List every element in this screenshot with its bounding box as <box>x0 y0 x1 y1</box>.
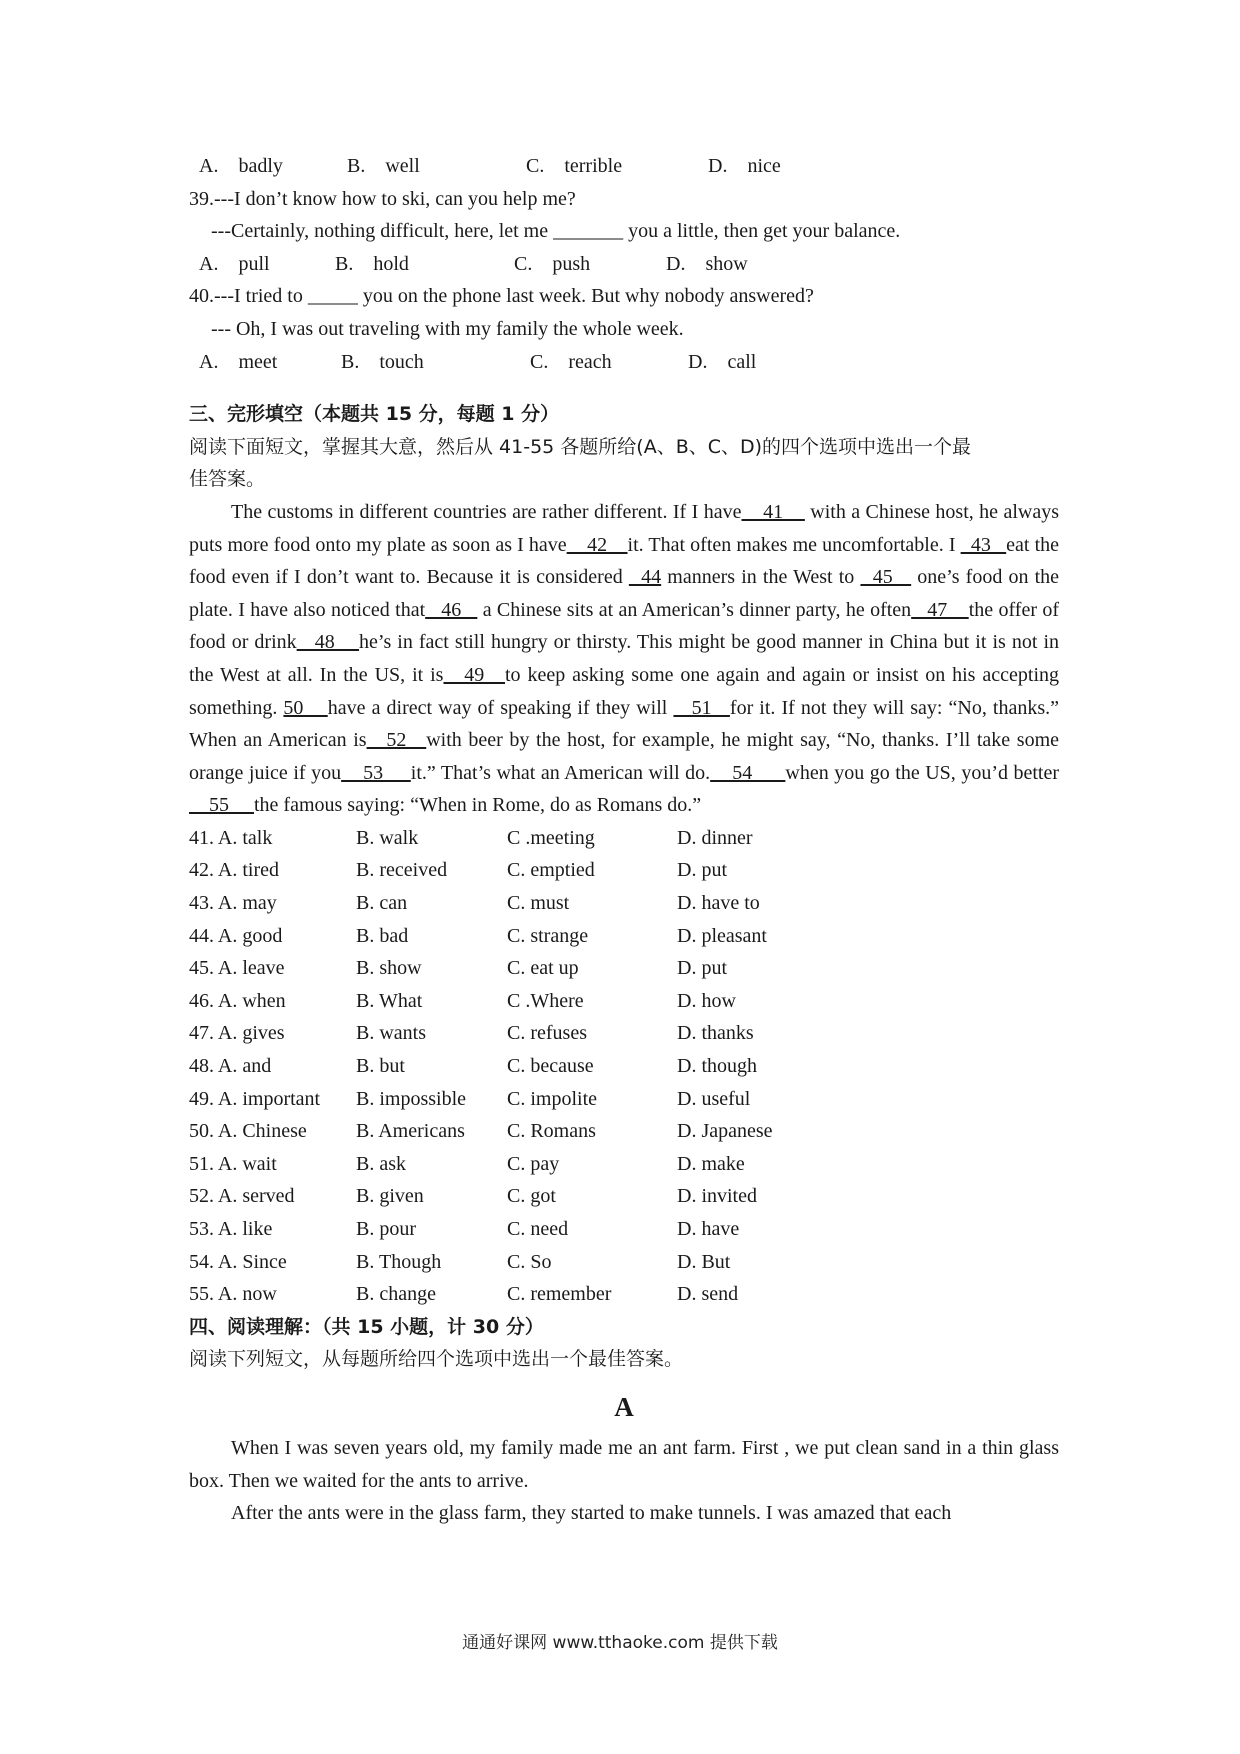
q40-option-d: D. call <box>688 350 757 373</box>
passage-a-label: A <box>614 1391 634 1422</box>
cloze-option-a: 43. A. may <box>189 892 277 915</box>
cloze-option-c: C. emptied <box>507 859 595 882</box>
cloze-text: manners in the West to <box>661 566 861 589</box>
cloze-option-a: 42. A. tired <box>189 859 279 882</box>
cloze-option-a: 49. A. important <box>189 1087 321 1110</box>
q39-options <box>189 248 1059 281</box>
cloze-blank: 53 <box>341 761 411 784</box>
cloze-option-c: C. Romans <box>507 1120 596 1143</box>
q39-option-c: C. push <box>514 252 591 275</box>
q40-options <box>189 346 1059 379</box>
cloze-option-c: C. eat up <box>507 957 579 980</box>
section3-title: 三、完形填空（本题共 15 分，每题 1 分） <box>189 403 560 426</box>
cloze-text: to keep asking some one again and again or insist on his accepting something. <box>189 663 1060 719</box>
cloze-text: with beer by the host, for example, he might say, “No, thanks. I’ll take some orange juice if you <box>189 729 1060 784</box>
cloze-blank: 50 <box>283 696 328 719</box>
cloze-blank: 54 <box>710 761 786 784</box>
section4-title: 四、阅读理解：（共 15 小题，计 30 分） <box>189 1315 544 1338</box>
cloze-blank: 52 <box>366 729 427 752</box>
section3-instruction-1: 阅读下面短文，掌握其大意，然后从 41-55 各题所给(A、B、C、D)的四个选项中选出一个最 <box>189 435 972 458</box>
cloze-option-d: D. though <box>677 1055 757 1078</box>
cloze-option-row <box>189 1017 1059 1050</box>
cloze-option-b: B. impossible <box>356 1087 467 1110</box>
cloze-option-c: C. impolite <box>507 1087 597 1110</box>
exam-page <box>189 150 1059 1530</box>
cloze-option-c: C. So <box>507 1250 552 1273</box>
cloze-text: it.” That’s what an American will do. <box>410 761 711 784</box>
q39-blank: _______ <box>553 220 624 243</box>
cloze-option-a: 47. A. gives <box>189 1022 285 1045</box>
cloze-text: for it. If not they will say: “No, thanks.” When an American is <box>189 696 1060 752</box>
q40-stem-start: 40.---I tried to <box>189 285 308 308</box>
passage-a-paragraph-1: When I was seven years old, my family made me an ant farm. First , we put clean sand in a thin glass box. Then we waited for the ants to arrive. <box>189 1436 1059 1492</box>
cloze-text: a Chinese sits at an American’s dinner party, he often <box>477 598 912 621</box>
cloze-option-c: C. pay <box>507 1152 560 1175</box>
cloze-option-c: C. refuses <box>507 1022 587 1045</box>
cloze-option-c: C. because <box>507 1055 594 1078</box>
cloze-option-a: 44. A. good <box>189 924 283 947</box>
cloze-option-a: 48. A. and <box>189 1055 272 1078</box>
cloze-blank: 46 <box>425 598 478 621</box>
cloze-option-row <box>189 952 1059 985</box>
cloze-option-d: D. how <box>677 989 736 1012</box>
cloze-option-b: B. show <box>356 957 422 980</box>
q40-response: --- Oh, I was out traveling with my family the whole week. <box>211 317 684 340</box>
cloze-option-d: D. put <box>677 957 727 980</box>
cloze-option-b: B. Though <box>356 1250 442 1273</box>
cloze-option-d: D. have to <box>677 892 760 915</box>
cloze-text: when you go the US, you’d better <box>785 761 1060 784</box>
cloze-option-b: B. change <box>356 1283 436 1306</box>
cloze-option-b: B. pour <box>356 1218 416 1240</box>
q39-option-b: B. hold <box>335 252 409 275</box>
cloze-option-d: D. make <box>677 1152 745 1175</box>
q39-option-d: D. show <box>666 252 748 275</box>
cloze-text: one’s food on the plate. I have also noticed that <box>189 566 1060 621</box>
cloze-blank: 44 <box>628 566 662 589</box>
cloze-option-row <box>189 887 1059 920</box>
q38-option-b: B. well <box>347 155 420 177</box>
cloze-option-a: 55. A. now <box>189 1283 277 1306</box>
q40-stem-end: you on the phone last week. But why nobody answered? <box>357 285 814 308</box>
q38-option-d: D. nice <box>708 155 781 177</box>
cloze-blank: 49 <box>443 663 505 686</box>
cloze-blank: 48 <box>296 631 360 654</box>
cloze-blank: 55 <box>189 794 254 817</box>
q38-options <box>189 150 1059 183</box>
cloze-option-row <box>189 920 1059 953</box>
cloze-option-b: B. bad <box>356 924 409 947</box>
cloze-option-row <box>189 1148 1059 1181</box>
q39-response <box>189 215 1059 248</box>
cloze-option-c: C. must <box>507 892 570 915</box>
cloze-option-row <box>189 1115 1059 1148</box>
cloze-option-row <box>189 822 1059 855</box>
cloze-option-a: 52. A. served <box>189 1185 295 1208</box>
cloze-option-c: C .Where <box>507 989 584 1012</box>
cloze-option-d: D. invited <box>677 1185 757 1208</box>
cloze-option-d: D. have <box>677 1218 740 1240</box>
cloze-option-b: B. ask <box>356 1152 406 1175</box>
cloze-text: eat the food even if I don’t want to. Because it is considered <box>189 533 1060 589</box>
cloze-blank: 43 <box>960 533 1007 556</box>
cloze-option-d: D. pleasant <box>677 924 767 947</box>
cloze-option-c: C .meeting <box>507 826 595 849</box>
q40-option-c: C. reach <box>530 350 612 373</box>
cloze-blank: 45 <box>860 566 912 589</box>
q40-blank: _____ <box>307 285 358 308</box>
section4-instruction: 阅读下列短文，从每题所给四个选项中选出一个最佳答案。 <box>189 1348 684 1371</box>
passage-a-paragraph-2: After the ants were in the glass farm, they started to make tunnels. I was amazed that each <box>231 1502 952 1525</box>
cloze-option-a: 45. A. leave <box>189 957 285 980</box>
cloze-option-c: C. strange <box>507 924 589 947</box>
cloze-option-d: D. dinner <box>677 826 753 849</box>
q38-option-c: C. terrible <box>526 155 623 177</box>
cloze-option-a: 53. A. like <box>189 1218 273 1240</box>
cloze-option-c: C. need <box>507 1218 569 1240</box>
q40-option-a: A. meet <box>199 350 278 373</box>
cloze-text: the offer of food or drink <box>189 598 1060 654</box>
cloze-text: it. That often makes me uncomfortable. I <box>627 533 961 556</box>
cloze-text: have a direct way of speaking if they will <box>327 696 674 719</box>
cloze-option-a: 50. A. Chinese <box>189 1120 307 1143</box>
cloze-option-d: D. useful <box>677 1087 751 1110</box>
cloze-option-b: B. walk <box>356 826 419 849</box>
cloze-text: he’s in fact still hungry or thirsty. This might be good manner in China but it is not in the West at all. In the US, it is <box>189 631 1059 686</box>
q39-stem: 39.---I don’t know how to ski, can you help me? <box>189 187 576 210</box>
cloze-option-c: C. got <box>507 1185 556 1208</box>
cloze-blank: 47 <box>911 598 969 621</box>
cloze-option-a: 41. A. talk <box>189 826 273 849</box>
cloze-option-row <box>189 1050 1059 1083</box>
cloze-option-row <box>189 1213 1059 1246</box>
cloze-option-d: D. Japanese <box>677 1120 773 1143</box>
cloze-option-row <box>189 985 1059 1018</box>
cloze-option-row <box>189 1278 1059 1311</box>
q38-option-a: A. badly <box>199 155 283 177</box>
q39-option-a: A. pull <box>199 252 270 275</box>
cloze-option-d: D. thanks <box>677 1022 754 1045</box>
q40-stem <box>189 280 1059 313</box>
cloze-option-a: 51. A. wait <box>189 1152 277 1175</box>
cloze-option-row <box>189 1246 1059 1279</box>
cloze-option-d: D. put <box>677 859 727 882</box>
q40-option-b: B. touch <box>341 350 424 373</box>
cloze-option-b: B. wants <box>356 1022 426 1045</box>
cloze-option-a: 46. A. when <box>189 989 286 1012</box>
cloze-blank: 41 <box>741 500 805 523</box>
cloze-option-b: B. Americans <box>356 1120 465 1143</box>
page-footer: 通通好课网 www.tthaoke.com 提供下载 <box>462 1633 778 1653</box>
cloze-text: with a Chinese host, he always puts more food onto my plate as soon as I have <box>189 500 1060 556</box>
cloze-option-b: B. given <box>356 1185 424 1208</box>
cloze-blank: 51 <box>673 696 730 719</box>
cloze-option-d: D. send <box>677 1283 739 1306</box>
cloze-option-c: C. remember <box>507 1283 612 1306</box>
cloze-options <box>189 822 1059 1311</box>
q39-response-end: you a little, then get your balance. <box>623 220 901 243</box>
cloze-blank: 42 <box>566 533 628 556</box>
cloze-option-b: B. can <box>356 892 408 915</box>
q39-response-start: ---Certainly, nothing difficult, here, let me <box>211 220 554 243</box>
cloze-option-row <box>189 854 1059 887</box>
cloze-option-b: B. What <box>356 989 423 1012</box>
cloze-option-row <box>189 1180 1059 1213</box>
cloze-option-a: 54. A. Since <box>189 1250 287 1273</box>
cloze-option-b: B. received <box>356 859 448 882</box>
cloze-text: The customs in different countries are rather different. If I have <box>231 500 742 523</box>
cloze-option-d: D. But <box>677 1250 731 1273</box>
cloze-option-row <box>189 1083 1059 1116</box>
cloze-passage <box>189 496 1059 822</box>
cloze-text: the famous saying: “When in Rome, do as Romans do.” <box>254 794 702 817</box>
section3-instruction-2: 佳答案。 <box>189 468 266 491</box>
cloze-option-b: B. but <box>356 1055 405 1078</box>
